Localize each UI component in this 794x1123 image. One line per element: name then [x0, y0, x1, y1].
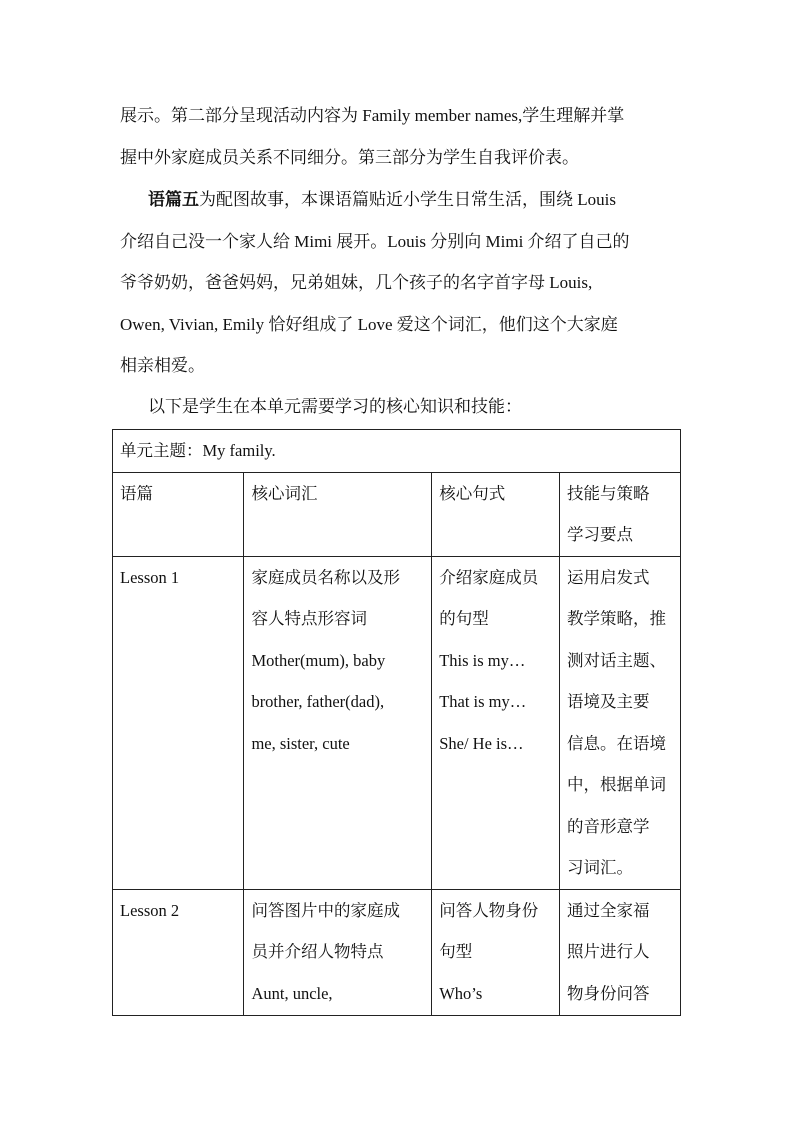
cell-line: Lesson 1: [120, 567, 180, 587]
cell-line: 语境及主要: [567, 692, 650, 711]
text-line: 展示。第二部分呈现活动内容为 Family member names,学生理解并掌: [120, 106, 625, 125]
text-line: 爷爷奶奶，爸爸妈妈，兄弟姐妹，几个孩子的名字首字母 Louis,: [120, 273, 593, 292]
table-row: [113, 889, 681, 1015]
text-line: 以下是学生在本单元需要学习的核心知识和技能：: [148, 397, 522, 416]
header-text: 学习要点: [567, 525, 634, 544]
cell-line: 介绍家庭成员: [439, 567, 539, 587]
text-line: 握中外家庭成员关系不同细分。第三部分为学生自我评价表。: [120, 147, 579, 167]
header-text: 核心句式: [439, 483, 506, 503]
unit-theme: 单元主题：My family.: [120, 441, 276, 460]
cell-line: 句型: [439, 942, 473, 961]
cell-line: 信息。在语境: [567, 733, 667, 753]
text-line: 介绍自己没一个家人给 Mimi 展开。Louis 分别向 Mimi 介绍了自己的: [120, 231, 630, 251]
unit-theme-cell: [113, 430, 681, 473]
table-header-row: [113, 472, 681, 556]
header-cell: [244, 472, 432, 556]
cell-line: 问答图片中的家庭成: [251, 900, 400, 920]
passage5-paragraph: [120, 179, 680, 387]
cell-line: 习词汇。: [567, 858, 634, 877]
text-line: [120, 179, 680, 221]
cell-line: 的音形意学: [567, 816, 650, 836]
cell-line: 测对话主题、: [567, 650, 667, 670]
table-cell: [113, 889, 244, 1015]
cell-line: Mother(mum), baby: [251, 650, 386, 670]
table-cell: [244, 556, 432, 889]
header-cell: [113, 472, 244, 556]
cell-line: 问答人物身份: [439, 900, 539, 920]
table-cell: [432, 556, 560, 889]
cell-line: Who’s: [439, 983, 483, 1003]
table-cell: [560, 556, 681, 889]
text-line: 相亲相爱。: [120, 356, 205, 375]
header-cell: [432, 472, 560, 556]
cell-line: 中，根据单词: [567, 775, 667, 794]
header-text: 技能与策略: [567, 483, 650, 503]
core-knowledge-table: [112, 429, 681, 1016]
cell-line: 运用启发式: [567, 567, 650, 587]
passage5-first-line: 为配图故事，本课语篇贴近小学生日常生活，围绕 Louis: [199, 190, 616, 209]
table-cell: [560, 889, 681, 1015]
table-row: [113, 556, 681, 889]
cell-line: Aunt, uncle,: [251, 983, 333, 1003]
cell-line: 物身份问答: [567, 983, 650, 1003]
cell-line: Lesson 2: [120, 900, 180, 920]
table-cell: [432, 889, 560, 1015]
cell-line: That is my…: [439, 692, 527, 711]
table-theme-row: [113, 430, 681, 473]
cell-line: 员并介绍人物特点: [251, 942, 384, 961]
cell-line: This is my…: [439, 650, 526, 670]
cell-line: 容人特点形容词: [251, 609, 367, 628]
text-line: Owen, Vivian, Emily 恰好组成了 Love 爱这个词汇，他们这个大家庭: [120, 314, 618, 334]
cell-line: brother, father(dad),: [251, 692, 385, 711]
cell-line: 家庭成员名称以及形: [251, 567, 400, 587]
table-cell: [113, 556, 244, 889]
header-text: 语篇: [120, 483, 153, 503]
cell-line: 照片进行人: [567, 942, 650, 961]
cell-line: 的句型: [439, 609, 489, 628]
cell-line: 通过全家福: [567, 900, 650, 920]
cell-line: me, sister, cute: [251, 733, 350, 753]
table-intro: [120, 386, 708, 428]
cell-line: 教学策略，推: [567, 609, 667, 628]
table-cell: [244, 889, 432, 1015]
header-cell: [560, 472, 681, 556]
intro-paragraph: [120, 95, 680, 178]
header-text: 核心词汇: [251, 483, 318, 503]
passage5-lead: 语篇五: [148, 190, 199, 209]
cell-line: She/ He is…: [439, 733, 524, 753]
